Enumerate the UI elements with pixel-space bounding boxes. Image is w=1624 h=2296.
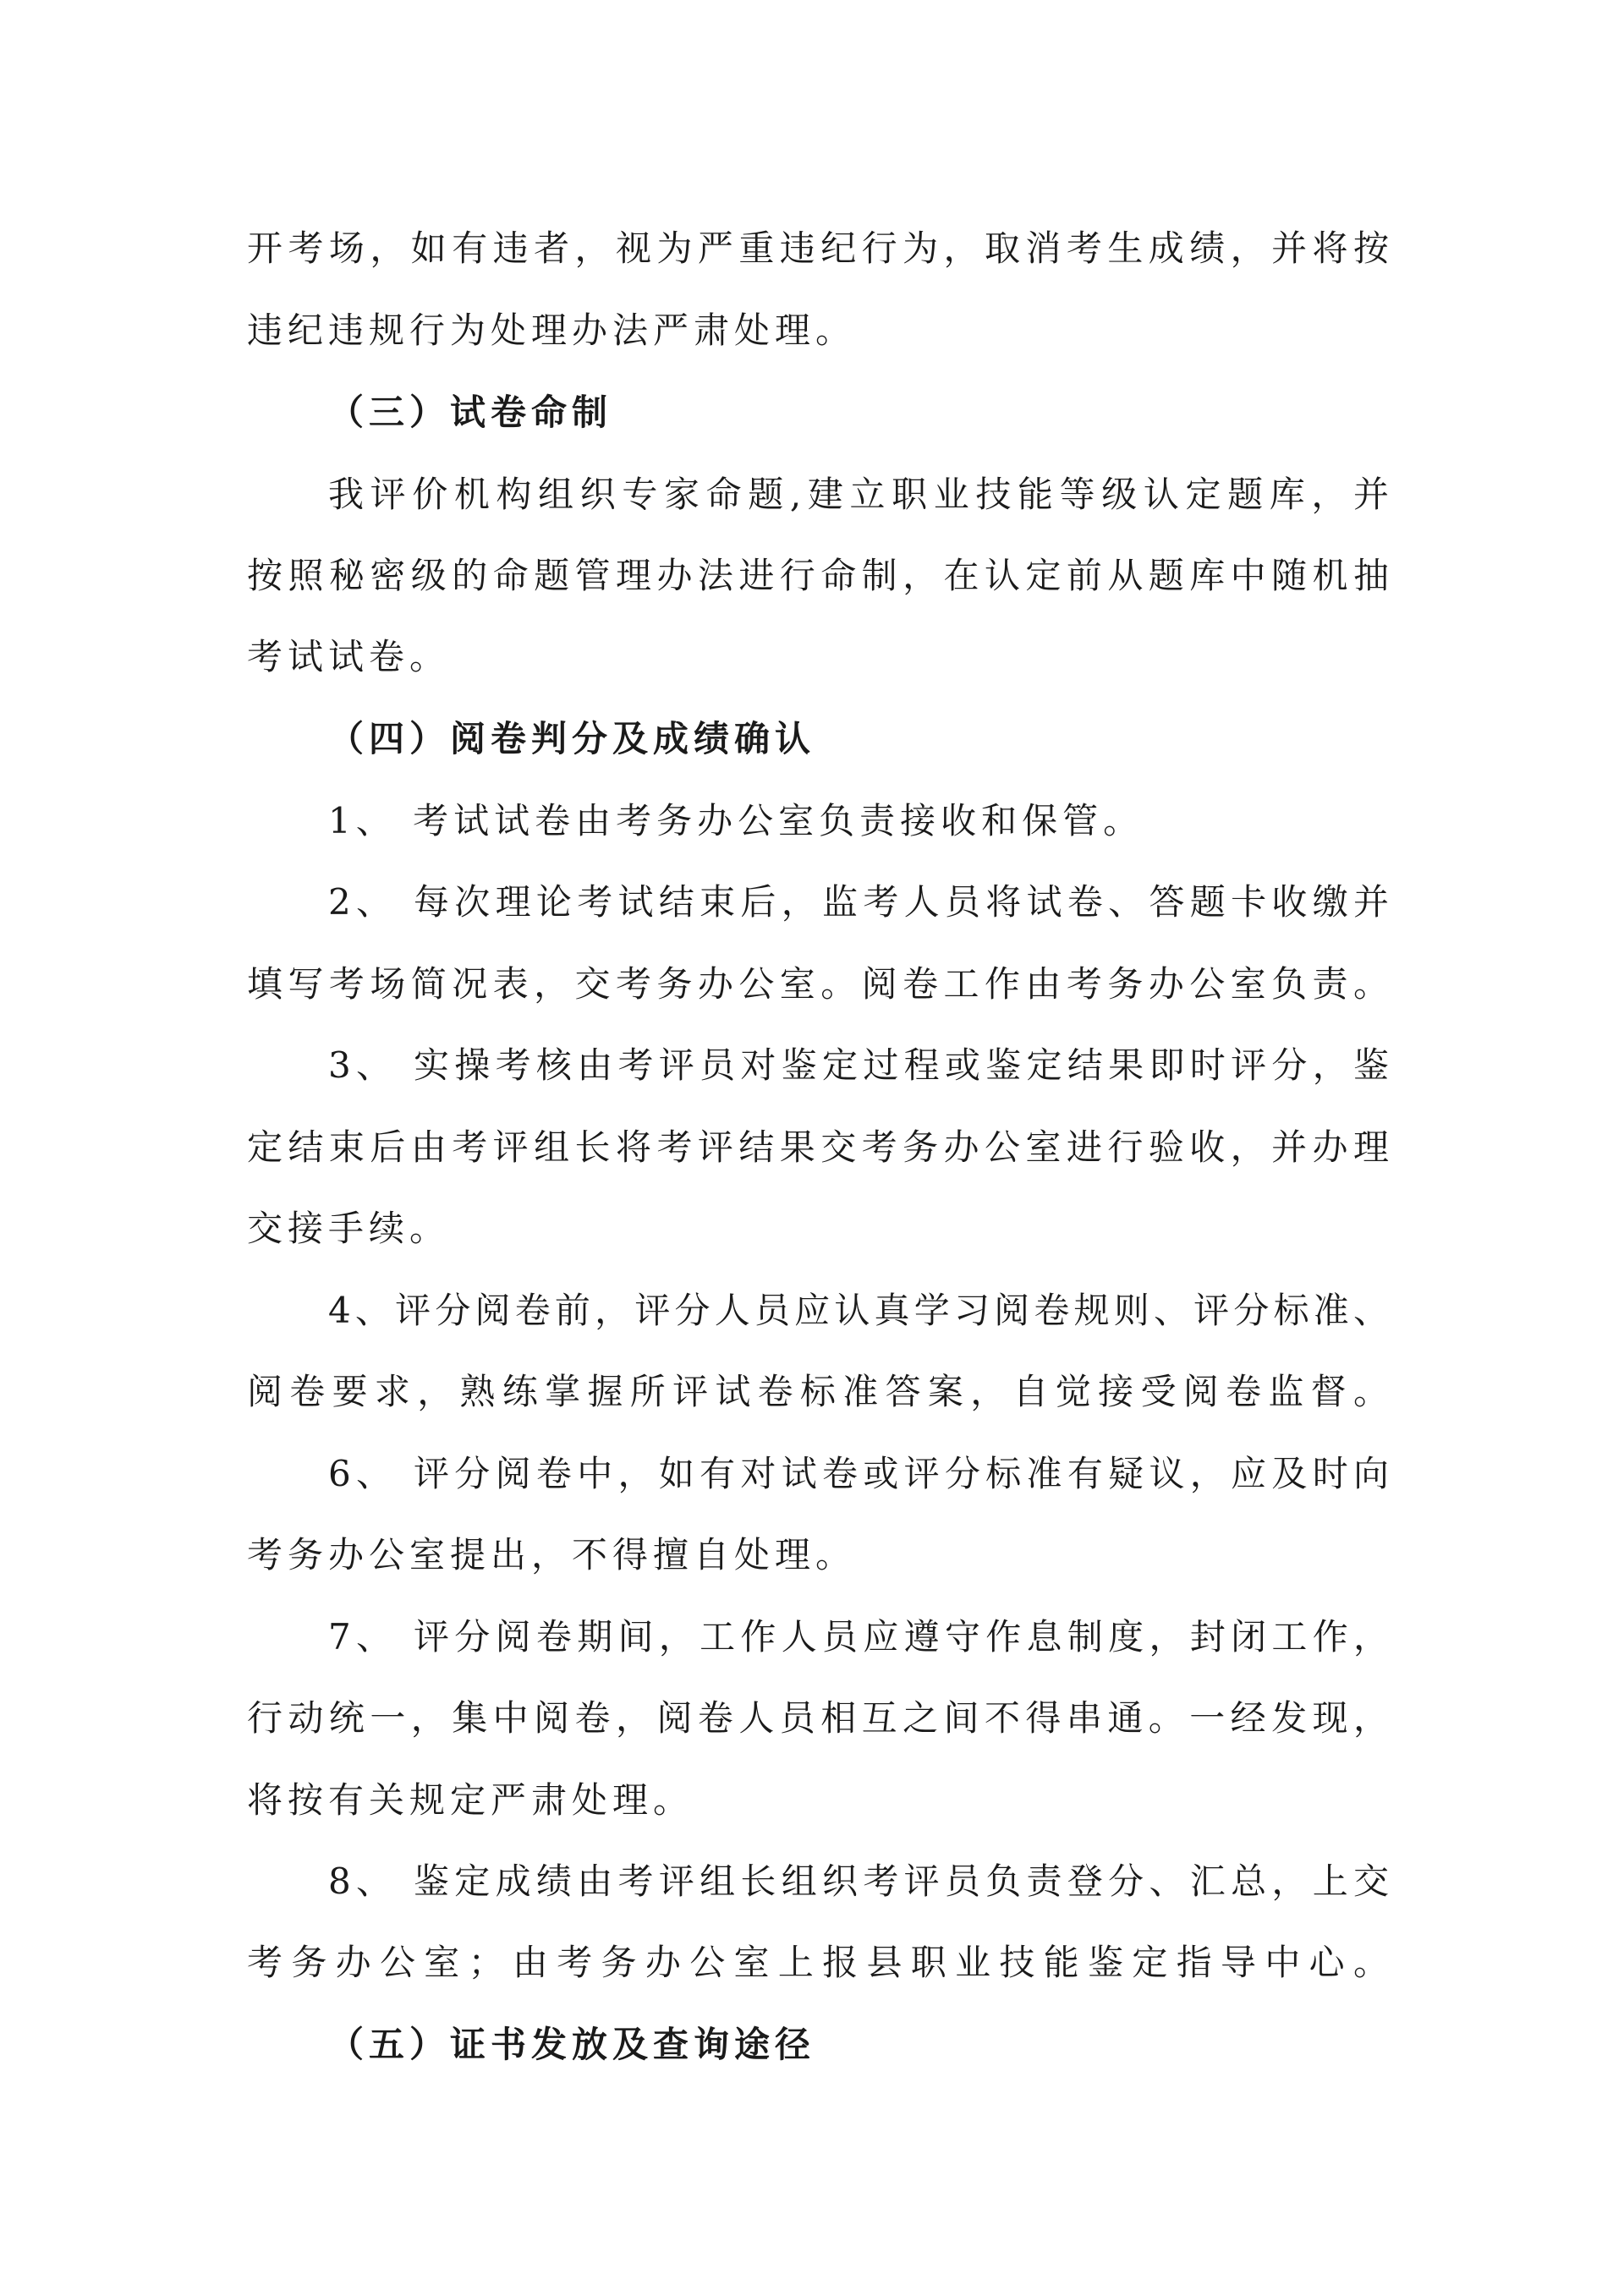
list-item-line: 8、 鉴定成绩由考评组长组织考评员负责登分、汇总，上交	[328, 1860, 1389, 1902]
list-item-line: 1、 考试试卷由考务办公室负责接收和保管。	[328, 800, 1144, 841]
paragraph-line: 阅卷要求，熟练掌握所评试卷标准答案，自觉接受阅卷监督。	[247, 1371, 1389, 1412]
paragraph-line: 定结束后由考评组长将考评结果交考务办公室进行验收，并办理	[247, 1126, 1389, 1168]
paragraph-line: 考务办公室；由考务办公室上报县职业技能鉴定指导中心。	[247, 1942, 1389, 1983]
list-item-line: 4、评分阅卷前，评分人员应认真学习阅卷规则、评分标准、	[328, 1290, 1389, 1331]
paragraph-line: 按照秘密级的命题管理办法进行命制，在认定前从题库中随机抽	[247, 555, 1389, 596]
list-item-line: 7、 评分阅卷期间，工作人员应遵守作息制度，封闭工作，	[328, 1616, 1389, 1658]
paragraph-line: 考试试卷。	[247, 636, 451, 677]
paragraph-line: 将按有关规定严肃处理。	[247, 1779, 694, 1821]
paragraph-line: 违纪违规行为处理办法严肃处理。	[247, 310, 857, 351]
list-item-line: 3、 实操考核由考评员对鉴定过程或鉴定结果即时评分，鉴	[328, 1044, 1389, 1086]
section-heading-4: （四）阅卷判分及成绩确认	[328, 718, 816, 759]
paragraph-line: 我评价机构组织专家命题,建立职业技能等级认定题库，并	[328, 474, 1389, 515]
list-item-line: 6、 评分阅卷中，如有对试卷或评分标准有疑议，应及时向	[328, 1453, 1389, 1494]
paragraph-line: 填写考场简况表，交考务办公室。阅卷工作由考务办公室负责。	[247, 963, 1389, 1005]
section-heading-3: （三）试卷命制	[328, 392, 613, 433]
paragraph-line: 考务办公室提出，不得擅自处理。	[247, 1534, 857, 1575]
section-heading-5: （五）证书发放及查询途径	[328, 2024, 816, 2065]
paragraph-line: 开考场，如有违者，视为严重违纪行为，取消考生成绩，并将按	[247, 227, 1389, 269]
paragraph-line: 交接手续。	[247, 1208, 451, 1249]
list-item-line: 2、 每次理论考试结束后，监考人员将试卷、答题卡收缴并	[328, 881, 1389, 923]
paragraph-line: 行动统一，集中阅卷，阅卷人员相互之间不得串通。一经发现，	[247, 1697, 1389, 1739]
